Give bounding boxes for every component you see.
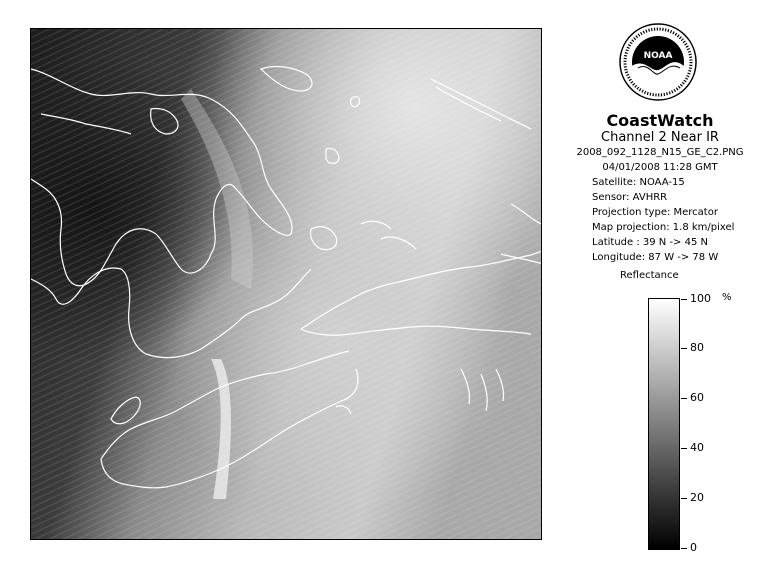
satellite-image (30, 28, 542, 540)
colorbar-tick (681, 299, 687, 300)
colorbar-tick (681, 348, 687, 349)
colorbar (648, 298, 680, 550)
colorbar-tick-label: 20 (690, 491, 704, 504)
map-projection-label: Map projection: 1.8 km/pixel (592, 222, 735, 233)
colorbar-tick (681, 548, 687, 549)
filename-label: 2008_092_1128_N15_GE_C2.PNG (576, 147, 744, 158)
info-panel (560, 112, 760, 265)
colorbar-tick-label: 60 (690, 391, 704, 404)
channel-label: Channel 2 Near IR (601, 130, 719, 145)
colorbar-tick-label: 0 (690, 541, 697, 554)
colorbar-tick (681, 498, 687, 499)
datetime-label: 04/01/2008 11:28 GMT (602, 162, 718, 173)
colorbar-tick-label: 40 (690, 441, 704, 454)
brand-title: CoastWatch (606, 111, 714, 130)
colorbar-title: Reflectance (620, 270, 679, 281)
colorbar-unit: % (722, 292, 732, 303)
noaa-logo (618, 22, 698, 102)
colorbar-tick (681, 448, 687, 449)
map-svg (31, 29, 542, 540)
colorbar-tick-label: 80 (690, 341, 704, 354)
colorbar-tick (681, 398, 687, 399)
colorbar-tick-label: 100 (690, 292, 711, 305)
projection-type-label: Projection type: Mercator (592, 207, 718, 218)
logo-text: NOAA (643, 51, 673, 61)
longitude-label: Longitude: 87 W -> 78 W (592, 252, 719, 263)
noaa-logo-icon (618, 22, 698, 102)
latitude-label: Latitude : 39 N -> 45 N (592, 237, 708, 248)
satellite-label: Satellite: NOAA-15 (592, 177, 685, 188)
sensor-label: Sensor: AVHRR (592, 192, 668, 203)
